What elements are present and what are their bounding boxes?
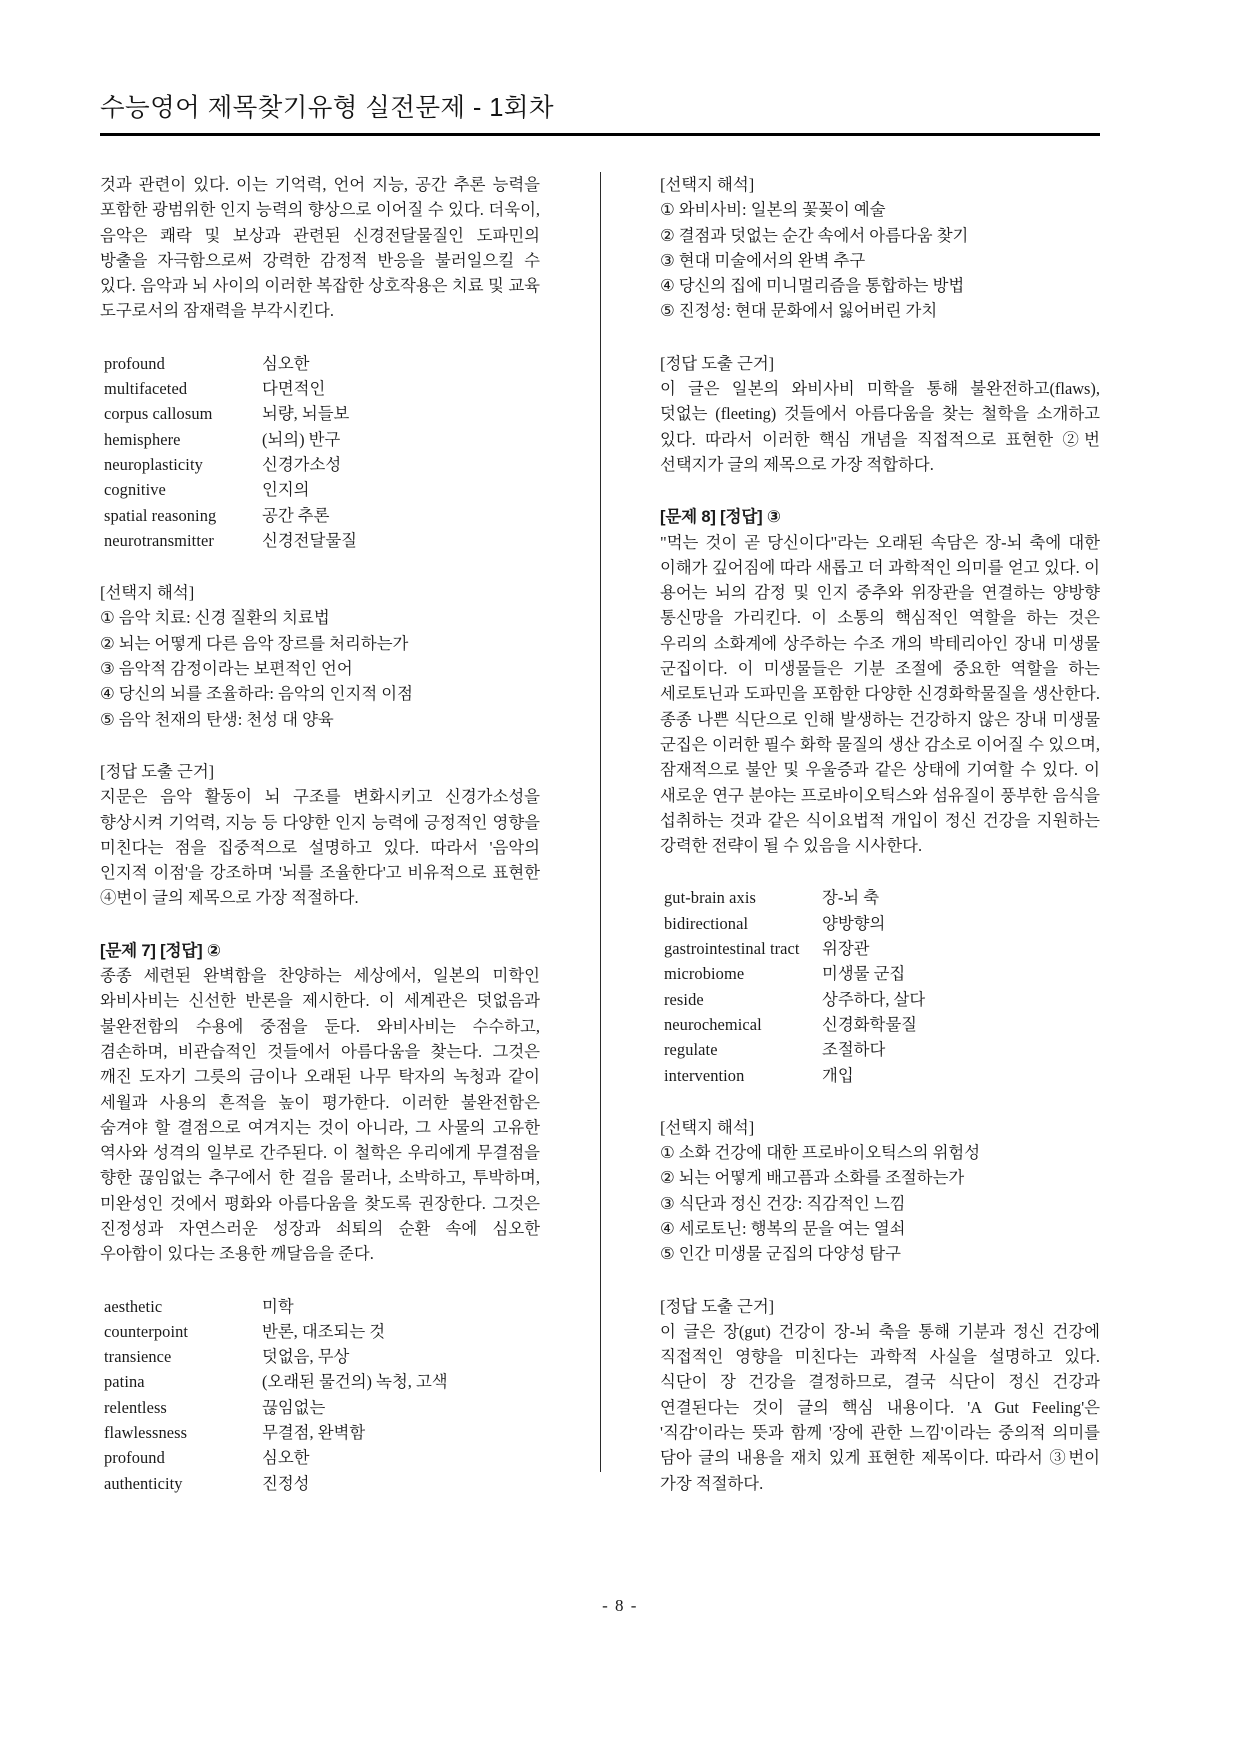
left-column [100,172,540,1493]
list-item [660,1216,1100,1241]
vocab-term: intervention [664,1065,745,1085]
vocab-term: gut-brain axis [664,888,756,908]
choice-text: 뇌는 어떻게 다른 음악 장르를 처리하는가 [118,633,409,653]
vocab-term: patina [104,1372,145,1392]
vocab-term: gastrointestinal tract [664,939,800,959]
choice-number: ④ [660,276,675,296]
spacer [660,1267,1100,1294]
list-item [660,1165,1100,1190]
table-row [100,1445,540,1470]
vocab-term: microbiome [664,964,745,984]
list-item [660,197,1100,222]
column-divider-line [600,172,601,1472]
vocab-term: spatial reasoning [104,505,217,525]
choice-number: ③ [100,659,115,679]
vocab-meaning: 공간 추론 [262,505,330,525]
choice-text: 세로토닌: 행복의 문을 여는 열쇠 [678,1218,906,1238]
vocab-meaning: 인지의 [262,480,310,500]
table-row [660,1063,1100,1088]
passage-continuation-paragraph: 것과 관련이 있다. 이는 기억력, 언어 지능, 공간 추론 능력을 포함한 광범위한 인지 능력의 향상으로 이어질 수 있다. 더욱이, 음악은 쾌락 및 보상과 관련된 신경전달물질인 도파민의 방출을 자극함으로써 강력한 감정적 반응을 불러일으킬 수 있다. 음악과 뇌 사이의 이러한 복잡한 상호작용은 치료 및 교육 도구로서의 잠재력을 부각시킨다. [100,175,540,321]
choices-list-1 [100,605,540,731]
spacer [660,858,1100,885]
list-item [660,273,1100,298]
choice-text: 당신의 뇌를 조율하라: 음악의 인지적 이점 [118,684,413,704]
list-item [100,707,540,732]
list-item [100,681,540,706]
vocab-term: relentless [104,1397,167,1417]
choice-number: ① [100,608,115,628]
vocab-term: aesthetic [104,1296,163,1316]
choice-text: 결점과 덧없는 순간 속에서 아름다움 찾기 [678,225,969,245]
rationale-section-label: [정답 도출 근거] [660,1296,775,1316]
vocab-meaning: 신경가소성 [262,454,342,474]
choice-text: 음악 치료: 신경 질환의 치료법 [118,608,330,628]
question-7-heading: [문제 7] [정답] ② [100,940,221,960]
table-row [660,987,1100,1012]
vocab-term: hemisphere [104,429,181,449]
vocab-term: transience [104,1347,172,1367]
vocab-meaning: 양방향의 [822,913,886,933]
vocab-term: counterpoint [104,1321,189,1341]
spacer [100,553,540,580]
table-row [100,477,540,502]
vocab-meaning: 신경전달물질 [262,530,357,550]
choice-number: ② [660,225,675,245]
choices-section-label: [선택지 해석] [660,175,755,194]
vocab-meaning: 진정성 [262,1473,310,1493]
table-row [660,1037,1100,1062]
table-row [100,1294,540,1319]
table-row [100,1369,540,1394]
list-item [100,605,540,630]
vocabulary-table-2 [100,1294,540,1496]
table-row [100,1344,540,1369]
choice-text: 뇌는 어떻게 배고픔과 소화를 조절하는가 [678,1168,965,1188]
choices-list-3 [660,1140,1100,1266]
choice-text: 진정성: 현대 문화에서 잃어버린 가치 [678,301,938,321]
page-title: 수능영어 제목찾기유형 실전문제 - 1회차 [100,94,554,122]
vocab-term: reside [664,989,704,1009]
table-row [100,401,540,426]
list-item [660,1140,1100,1165]
spacer [660,477,1100,504]
table-row [660,1012,1100,1037]
choice-number: ④ [660,1218,675,1238]
vocab-term: corpus callosum [104,404,213,424]
vocab-meaning: 심오한 [262,353,310,373]
table-row [100,452,540,477]
rationale-paragraph-1: 지문은 음악 활동이 뇌 구조를 변화시키고 신경가소성을 향상시켜 기억력, 지능 등 다양한 인지 능력에 긍정적인 영향을 미친다는 점을 집중적으로 설명하고 있다. 따라서 '음악의 인지적 이점'을 강조하며 '뇌를 조율한다'고 비유적으로 표현한 ④번이 글의 제목으로 가장 적절하다. [100,787,540,908]
table-row [100,376,540,401]
vocab-meaning: 뇌량, 뇌들보 [262,404,350,424]
table-row [100,528,540,553]
list-item [660,298,1100,323]
vocab-meaning: 다면적인 [262,379,326,399]
choice-text: 소화 건강에 대한 프로바이오틱스의 위험성 [678,1143,981,1163]
table-row [100,427,540,452]
choice-text: 당신의 집에 미니멀리즘을 통합하는 방법 [678,276,965,296]
list-item [660,248,1100,273]
vocab-meaning: 장-뇌 축 [822,888,880,908]
rationale-section-label: [정답 도출 근거] [100,761,215,781]
choice-number: ③ [660,250,675,270]
spacer [100,1267,540,1294]
vocab-meaning: 조절하다 [822,1040,886,1060]
list-item [660,1191,1100,1216]
vocab-term: authenticity [104,1473,183,1493]
table-row [100,503,540,528]
vocab-term: flawlessness [104,1423,188,1443]
vocab-term: neurochemical [664,1014,762,1034]
vocab-meaning: 상주하다, 살다 [822,989,926,1009]
page-number-footer: - 8 - [602,1596,638,1615]
spacer [100,732,540,759]
choice-number: ① [660,1143,675,1163]
vocab-meaning: (뇌의) 반구 [262,429,341,449]
spacer [660,324,1100,351]
vocab-meaning: 반론, 대조되는 것 [262,1321,386,1341]
table-row [100,1420,540,1445]
vocab-meaning: 신경화학물질 [822,1014,917,1034]
vocabulary-table-1 [100,351,540,553]
choice-text: 음악적 감정이라는 보편적인 언어 [118,659,353,679]
right-column [660,172,1100,1493]
choice-number: ① [660,200,675,220]
vocabulary-table-3 [660,885,1100,1087]
spacer [660,1088,1100,1115]
choice-text: 식단과 정신 건강: 직감적인 느낌 [678,1193,906,1213]
choice-number: ② [100,633,115,653]
choice-number: ③ [660,1193,675,1213]
list-item [100,631,540,656]
rationale-section-label: [정답 도출 근거] [660,353,775,373]
choice-number: ② [660,1168,675,1188]
list-item [660,223,1100,248]
vocab-term: profound [104,1448,165,1468]
table-row [100,1319,540,1344]
two-column-body [100,172,1100,1493]
vocab-meaning: 개입 [822,1065,854,1085]
table-row [100,1471,540,1496]
rationale-paragraph-2: 이 글은 일본의 와비사비 미학을 통해 불완전하고(flaws), 덧없는 (fleeting) 것들에서 아름다움을 찾는 철학을 소개하고 있다. 따라서 이러한 핵심 개념을 직접적으로 표현한 ②번 선택지가 글의 제목으로 가장 적합하다. [660,379,1100,474]
choice-text: 음악 천재의 탄생: 천성 대 양육 [118,709,334,729]
choice-number: ⑤ [660,1244,675,1264]
vocab-meaning: 덧없음, 무상 [262,1347,350,1367]
table-row [100,1395,540,1420]
choice-text: 현대 미술에서의 완벽 추구 [678,250,866,270]
choice-number: ⑤ [660,301,675,321]
table-row [660,885,1100,910]
question-7-passage: 종종 세련된 완벽함을 찬양하는 세상에서, 일본의 미학인 와비사비는 신선한 반론을 제시한다. 이 세계관은 덧없음과 불완전함의 수용에 중점을 둔다. 와비사비는 수수하고, 겸손하며, 비관습적인 것들에서 아름다움을 찾는다. 그것은 깨진 도자기 그릇의 금이나 오래된 나무 탁자의 녹청과 같이 세월과 사용의 흔적을 높이 평가한다. 이러한 불완전함은 숨겨야 할 결점으로 여겨지는 것이 아니라, 그 사물의 고유한 역사와 성격의 일부로 간주된다. 이 철학은 우리에게 무결점을 향한 끊임없는 추구에서 한 걸음 물러나, 소박하고, 투박하며, 미완성인 것에서 평화와 아름다움을 찾도록 권장한다. 그것은 진정성과 자연스러운 성장과 쇠퇴의 순환 속에 심오한 우아함이 있다는 조용한 깨달음을 준다. [100,966,540,1264]
list-item [660,1241,1100,1266]
document-header [100,88,1100,136]
column-divider [540,172,660,1472]
table-row [660,936,1100,961]
vocab-meaning: 끊임없는 [262,1397,326,1417]
choice-number: ⑤ [100,709,115,729]
choices-list-2 [660,197,1100,323]
list-item [100,656,540,681]
choice-number: ④ [100,684,115,704]
question-8-passage: "먹는 것이 곧 당신이다"라는 오래된 속담은 장-뇌 축에 대한 이해가 깊어짐에 따라 새롭고 더 과학적인 의미를 얻고 있다. 이 용어는 뇌의 감정 및 인지 중추와 위장관을 연결하는 양방향 통신망을 가리킨다. 이 소통의 핵심적인 역할을 하는 것은 우리의 소화계에 상주하는 수조 개의 박테리아인 장내 미생물 군집이다. 이 미생물들은 기분 조절에 중요한 역할을 하는 세로토닌과 도파민을 포함한 다양한 신경화학물질을 생산한다. 종종 나쁜 식단으로 인해 발생하는 건강하지 않은 장내 미생물 군집은 이러한 필수 화학 물질의 생산 감소로 이어질 수 있으며, 잠재적으로 불안 및 우울증과 같은 상태에 기여할 수 있다. 이 새로운 연구 분야는 프로바이오틱스와 섬유질이 풍부한 음식을 섭취하는 것과 같은 식이요법적 개입이 정신 건강을 지원하는 강력한 전략이 될 수 있음을 시사한다. [660,532,1100,856]
vocab-meaning: 무결점, 완벽함 [262,1423,366,1443]
vocab-term: neurotransmitter [104,530,214,550]
table-row [660,961,1100,986]
spacer [100,324,540,351]
vocab-term: profound [104,353,165,373]
choice-text: 와비사비: 일본의 꽃꽂이 예술 [678,200,886,220]
rationale-paragraph-3: 이 글은 장(gut) 건강이 장-뇌 축을 통해 기분과 정신 건강에 직접적인 영향을 미친다는 과학적 사실을 설명하고 있다. 식단이 장 건강을 결정하므로, 결국 식단이 정신 건강과 연결된다는 것이 글의 핵심 내용이다. 'A Gut Feeling'은 '직감'이라는 뜻과 함께 '장에 관한 느낌'이라는 중의적 의미를 담아 글의 내용을 재치 있게 표현한 제목이다. 따라서 ③번이 가장 적절하다. [660,1321,1100,1493]
vocab-meaning: 심오한 [262,1448,310,1468]
vocab-meaning: 미학 [262,1296,294,1316]
vocab-meaning: 미생물 군집 [822,964,906,984]
table-row [660,911,1100,936]
choice-text: 인간 미생물 군집의 다양성 탐구 [678,1244,901,1264]
vocab-term: cognitive [104,480,166,500]
spacer [100,911,540,938]
vocab-term: bidirectional [664,913,749,933]
vocab-term: multifaceted [104,379,188,399]
vocab-meaning: 위장관 [822,939,870,959]
table-row [100,351,540,376]
vocab-term: neuroplasticity [104,454,203,474]
vocab-meaning: (오래된 물건의) 녹청, 고색 [262,1372,448,1392]
choices-section-label: [선택지 해석] [100,583,195,603]
title-divider-rule [100,133,1100,136]
vocab-term: regulate [664,1040,718,1060]
choices-section-label: [선택지 해석] [660,1117,755,1137]
question-8-heading: [문제 8] [정답] ③ [660,507,781,527]
